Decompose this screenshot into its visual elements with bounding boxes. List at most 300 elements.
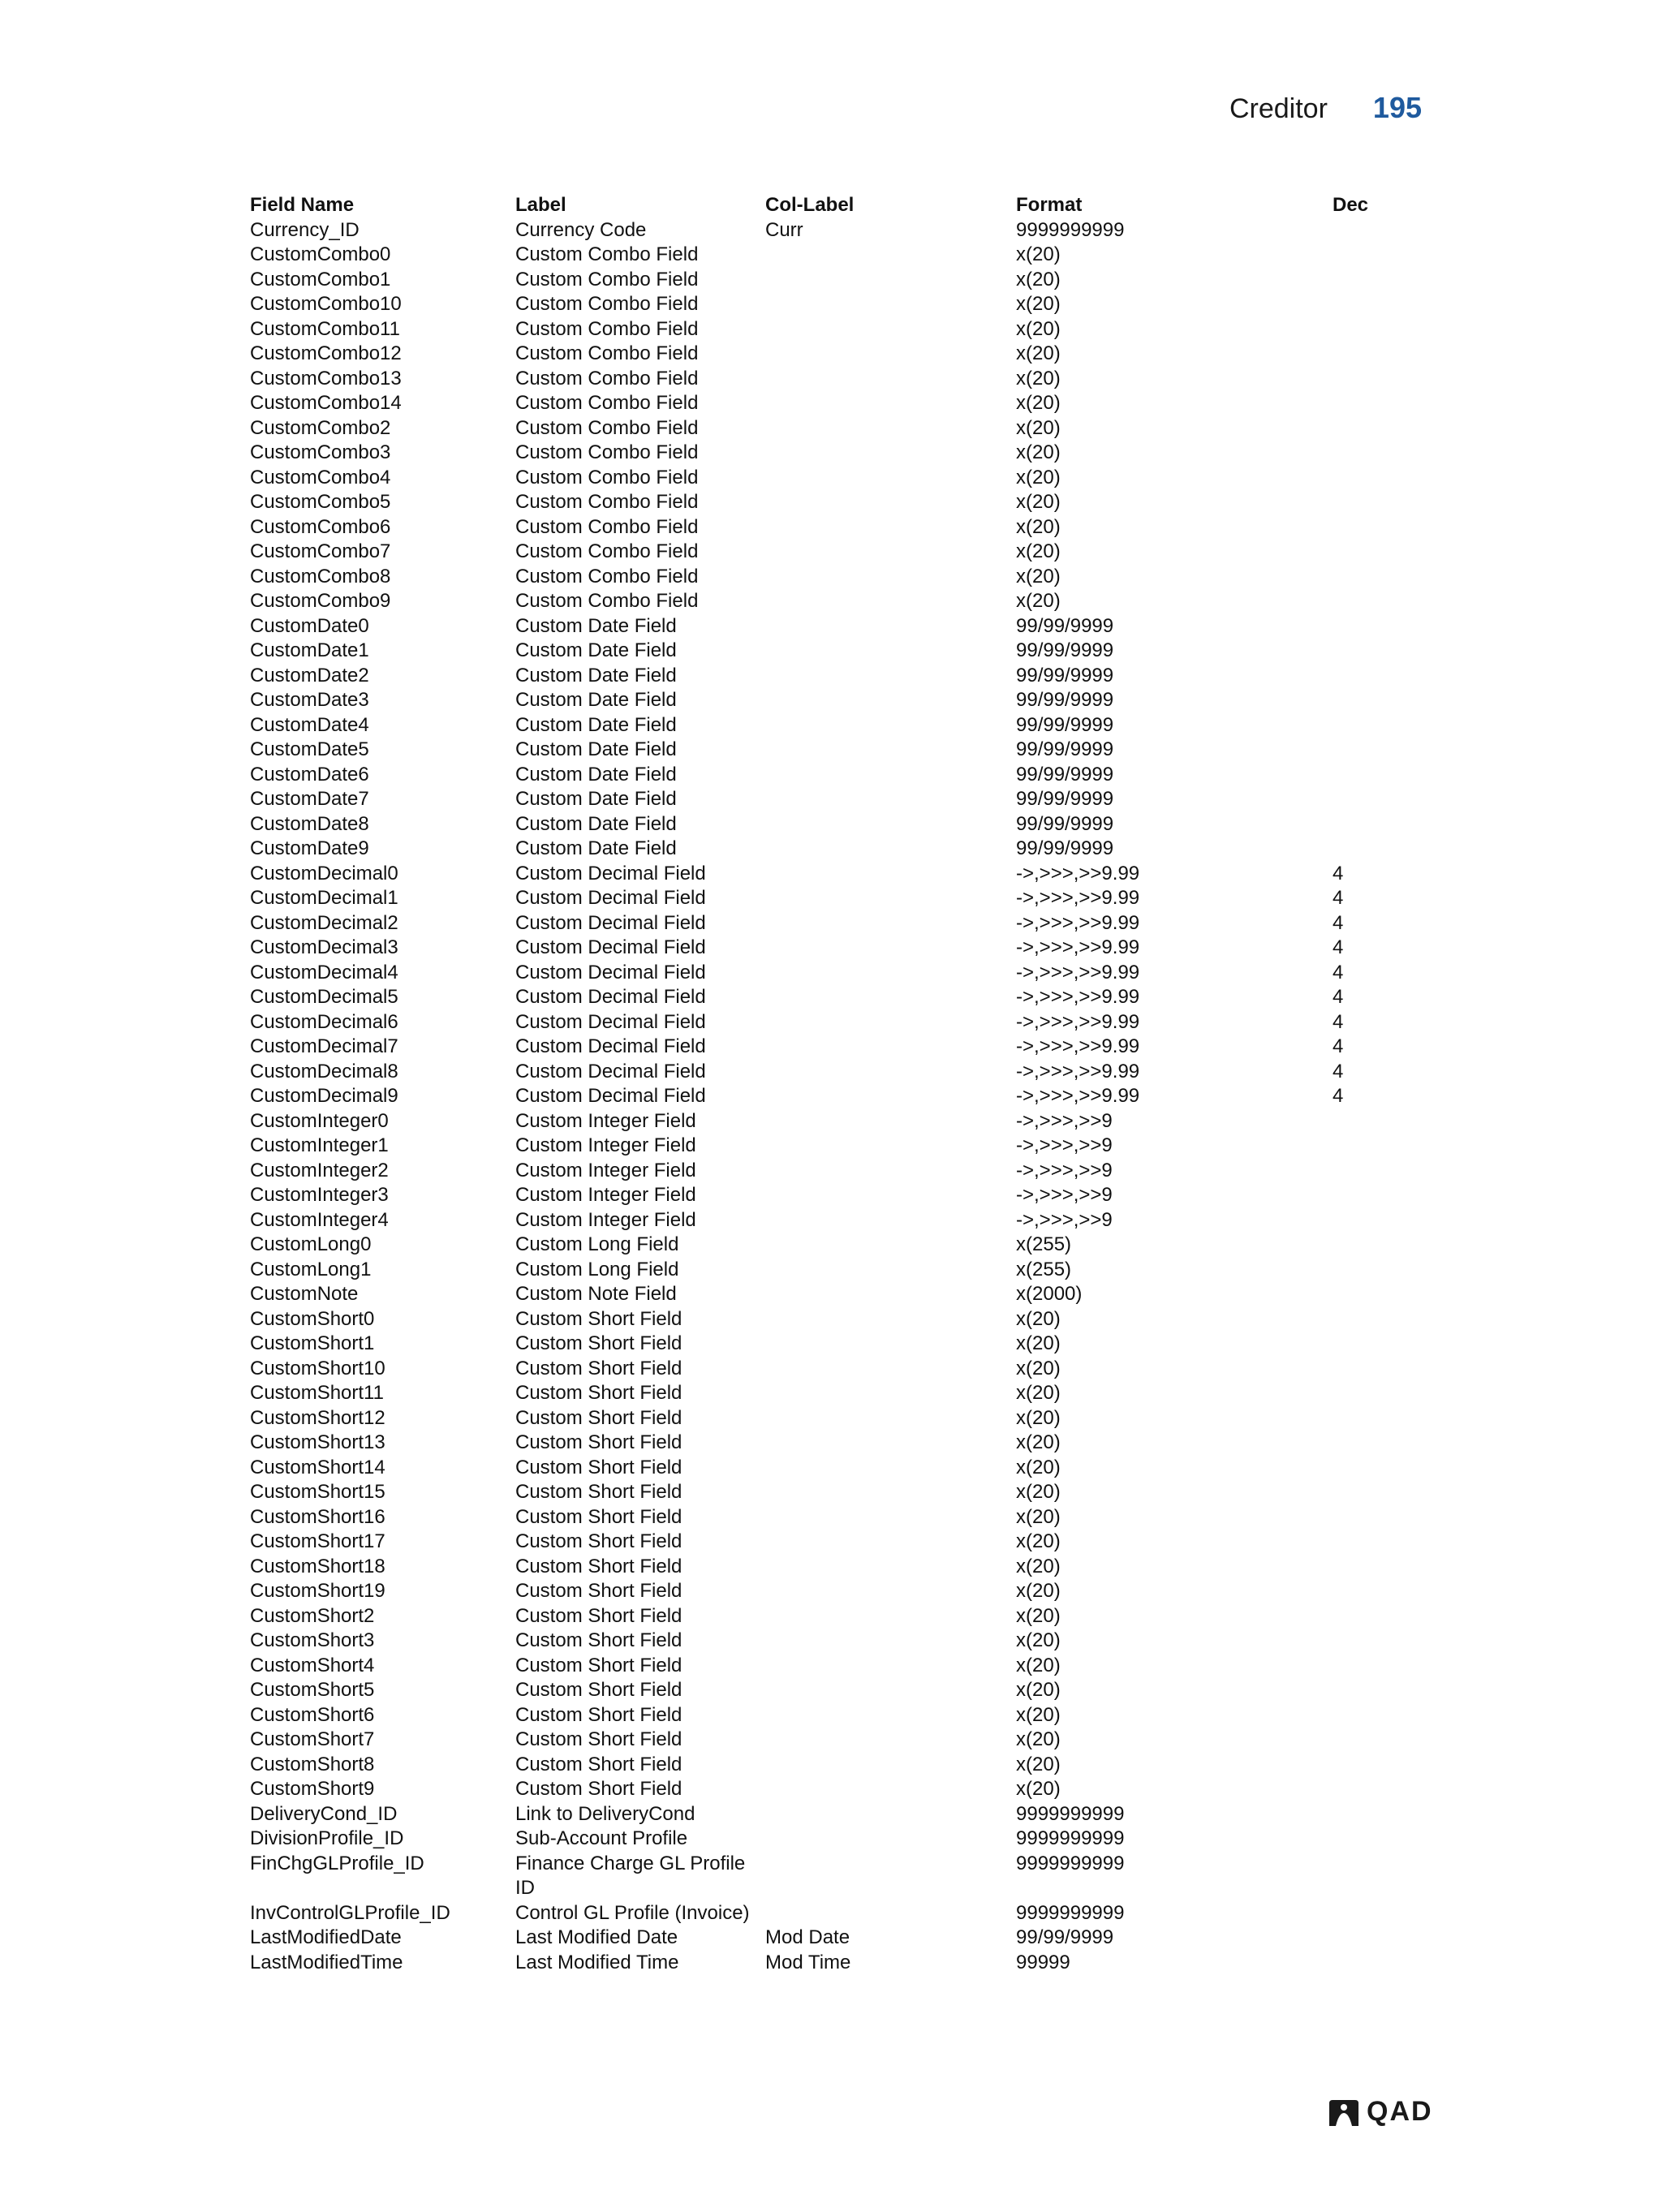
cell-format: x(20) bbox=[1016, 243, 1061, 265]
cell-field-name: CustomDecimal1 bbox=[250, 887, 398, 909]
qad-logo-text: QAD bbox=[1367, 2096, 1433, 2127]
cell-label: Custom Date Field bbox=[515, 812, 677, 835]
cell-col-label bbox=[765, 862, 1016, 887]
cell-format: ->,>>>,>>9.99 bbox=[1016, 1010, 1140, 1033]
cell-dec bbox=[1333, 391, 1427, 416]
table-row bbox=[250, 1456, 1427, 1481]
cell-dec bbox=[1333, 1208, 1427, 1233]
cell-label: Custom Short Field bbox=[515, 1431, 682, 1453]
cell-label: Custom Short Field bbox=[515, 1753, 682, 1775]
table-row bbox=[250, 1233, 1427, 1258]
cell-field-name: CustomShort6 bbox=[250, 1703, 375, 1726]
column-header-field-name: Field Name bbox=[250, 194, 355, 216]
table-row bbox=[250, 515, 1427, 540]
cell-format: x(20) bbox=[1016, 367, 1061, 389]
cell-col-label bbox=[765, 565, 1016, 590]
cell-col-label bbox=[765, 540, 1016, 565]
cell-col-label bbox=[765, 268, 1016, 293]
cell-dec bbox=[1333, 292, 1427, 317]
cell-dec bbox=[1333, 540, 1427, 565]
table-row bbox=[250, 416, 1427, 441]
cell-field-name: CustomCombo11 bbox=[250, 317, 400, 340]
cell-format: x(20) bbox=[1016, 1703, 1061, 1726]
table-row bbox=[250, 1010, 1427, 1035]
cell-col-label bbox=[765, 589, 1016, 614]
cell-dec bbox=[1333, 763, 1427, 788]
cell-dec bbox=[1333, 218, 1427, 243]
cell-col-label bbox=[765, 1159, 1016, 1184]
table-row bbox=[250, 391, 1427, 416]
cell-field-name: CustomDate3 bbox=[250, 689, 369, 711]
cell-dec: 4 bbox=[1333, 911, 1344, 934]
table-row bbox=[250, 1134, 1427, 1159]
cell-field-name: CustomDate2 bbox=[250, 664, 369, 686]
cell-field-name: CustomShort5 bbox=[250, 1679, 375, 1701]
cell-label: Custom Combo Field bbox=[515, 590, 699, 612]
cell-format: x(20) bbox=[1016, 491, 1061, 513]
cell-field-name: CustomShort18 bbox=[250, 1555, 385, 1577]
header-section-title: Creditor bbox=[1229, 93, 1328, 124]
cell-dec bbox=[1333, 1406, 1427, 1431]
table-body bbox=[250, 218, 1427, 1976]
cell-col-label bbox=[765, 1728, 1016, 1753]
cell-col-label bbox=[765, 1480, 1016, 1505]
cell-field-name: LastModifiedTime bbox=[250, 1951, 403, 1973]
cell-col-label bbox=[765, 1530, 1016, 1555]
cell-col-label: Mod Date bbox=[765, 1926, 850, 1948]
table-row bbox=[250, 540, 1427, 565]
cell-field-name: CustomCombo1 bbox=[250, 268, 391, 290]
cell-field-name: CustomShort3 bbox=[250, 1629, 375, 1651]
cell-field-name: CustomCombo10 bbox=[250, 293, 402, 315]
cell-format: ->,>>>,>>9 bbox=[1016, 1109, 1113, 1132]
table-row bbox=[250, 367, 1427, 392]
table-row bbox=[250, 812, 1427, 837]
cell-dec bbox=[1333, 1654, 1427, 1679]
table-row bbox=[250, 1109, 1427, 1134]
table-row bbox=[250, 1480, 1427, 1505]
table-row bbox=[250, 1282, 1427, 1307]
cell-dec bbox=[1333, 1703, 1427, 1728]
cell-field-name: CustomShort17 bbox=[250, 1530, 385, 1552]
cell-col-label: Curr bbox=[765, 218, 803, 241]
cell-col-label bbox=[765, 911, 1016, 936]
cell-format: ->,>>>,>>9.99 bbox=[1016, 862, 1140, 884]
cell-col-label bbox=[765, 1777, 1016, 1802]
cell-col-label bbox=[765, 1827, 1016, 1852]
cell-dec bbox=[1333, 1678, 1427, 1703]
table-row bbox=[250, 218, 1427, 243]
cell-field-name: CustomNote bbox=[250, 1283, 359, 1305]
table-row bbox=[250, 243, 1427, 268]
cell-field-name: CustomShort15 bbox=[250, 1481, 385, 1503]
table-row bbox=[250, 1654, 1427, 1679]
cell-field-name: Currency_ID bbox=[250, 218, 360, 241]
table-row bbox=[250, 1777, 1427, 1802]
cell-field-name: CustomCombo2 bbox=[250, 416, 391, 439]
cell-label: Custom Decimal Field bbox=[515, 961, 706, 983]
cell-label: Custom Combo Field bbox=[515, 491, 699, 513]
cell-label: Custom Date Field bbox=[515, 639, 677, 661]
cell-label: Custom Combo Field bbox=[515, 367, 699, 389]
cell-dec bbox=[1333, 713, 1427, 738]
cell-field-name: LastModifiedDate bbox=[250, 1926, 402, 1948]
cell-dec bbox=[1333, 1951, 1427, 1976]
cell-dec bbox=[1333, 1852, 1427, 1901]
cell-label: Custom Short Field bbox=[515, 1778, 682, 1800]
cell-label: Custom Short Field bbox=[515, 1406, 682, 1429]
table-header-row bbox=[250, 193, 1427, 218]
column-header-dec: Dec bbox=[1333, 194, 1369, 216]
cell-col-label bbox=[765, 441, 1016, 466]
cell-label: Custom Short Field bbox=[515, 1505, 682, 1528]
cell-field-name: CustomDate0 bbox=[250, 614, 369, 637]
cell-label: Custom Combo Field bbox=[515, 416, 699, 439]
cell-dec bbox=[1333, 268, 1427, 293]
cell-field-name: CustomShort0 bbox=[250, 1307, 375, 1330]
cell-dec bbox=[1333, 1134, 1427, 1159]
cell-format: ->,>>>,>>9.99 bbox=[1016, 1085, 1140, 1107]
cell-field-name: CustomDecimal4 bbox=[250, 961, 398, 983]
cell-dec: 4 bbox=[1333, 1085, 1344, 1107]
cell-format: x(20) bbox=[1016, 590, 1061, 612]
cell-dec bbox=[1333, 1307, 1427, 1332]
table-row bbox=[250, 1060, 1427, 1085]
cell-format: x(20) bbox=[1016, 1431, 1061, 1453]
cell-col-label bbox=[765, 1035, 1016, 1060]
cell-dec bbox=[1333, 1555, 1427, 1580]
cell-label: Custom Date Field bbox=[515, 738, 677, 760]
cell-col-label bbox=[765, 812, 1016, 837]
table-row bbox=[250, 1406, 1427, 1431]
cell-dec bbox=[1333, 490, 1427, 515]
cell-label: Custom Decimal Field bbox=[515, 887, 706, 909]
cell-format: 9999999999 bbox=[1016, 1901, 1125, 1924]
cell-col-label bbox=[765, 688, 1016, 713]
page-number: 195 bbox=[1372, 91, 1422, 124]
cell-format: x(20) bbox=[1016, 1505, 1061, 1528]
cell-col-label bbox=[765, 1654, 1016, 1679]
cell-format: 99/99/9999 bbox=[1016, 812, 1114, 835]
cell-field-name: CustomLong0 bbox=[250, 1233, 372, 1255]
cell-col-label bbox=[765, 1505, 1016, 1530]
cell-format: x(20) bbox=[1016, 540, 1061, 562]
cell-label: Last Modified Date bbox=[515, 1926, 678, 1948]
table-row bbox=[250, 614, 1427, 639]
cell-format: 99/99/9999 bbox=[1016, 763, 1114, 785]
cell-format: x(20) bbox=[1016, 1753, 1061, 1775]
cell-format: x(20) bbox=[1016, 1778, 1061, 1800]
cell-label: Custom Combo Field bbox=[515, 342, 699, 364]
cell-dec bbox=[1333, 515, 1427, 540]
cell-field-name: CustomShort2 bbox=[250, 1604, 375, 1627]
cell-format: x(255) bbox=[1016, 1258, 1072, 1280]
cell-field-name: CustomDate4 bbox=[250, 713, 369, 736]
cell-dec bbox=[1333, 1777, 1427, 1802]
table-row bbox=[250, 1951, 1427, 1976]
cell-col-label bbox=[765, 1357, 1016, 1382]
cell-dec: 4 bbox=[1333, 1060, 1344, 1082]
cell-dec bbox=[1333, 342, 1427, 367]
table-row bbox=[250, 837, 1427, 862]
cell-label: Custom Date Field bbox=[515, 689, 677, 711]
cell-field-name: CustomDecimal6 bbox=[250, 1010, 398, 1033]
cell-label: Currency Code bbox=[515, 218, 647, 241]
cell-field-name: CustomInteger0 bbox=[250, 1109, 389, 1132]
cell-field-name: CustomCombo8 bbox=[250, 565, 391, 587]
table-row bbox=[250, 1926, 1427, 1951]
cell-col-label bbox=[765, 466, 1016, 491]
cell-format: ->,>>>,>>9.99 bbox=[1016, 961, 1140, 983]
cell-field-name: CustomDate8 bbox=[250, 812, 369, 835]
cell-format: 99/99/9999 bbox=[1016, 664, 1114, 686]
cell-dec bbox=[1333, 1728, 1427, 1753]
cell-dec bbox=[1333, 1431, 1427, 1456]
cell-label: Custom Integer Field bbox=[515, 1134, 696, 1156]
cell-col-label bbox=[765, 367, 1016, 392]
cell-field-name: CustomShort4 bbox=[250, 1654, 375, 1676]
cell-col-label bbox=[765, 837, 1016, 862]
table-row bbox=[250, 985, 1427, 1010]
cell-dec bbox=[1333, 1332, 1427, 1357]
cell-dec bbox=[1333, 812, 1427, 837]
cell-col-label bbox=[765, 1456, 1016, 1481]
qad-logo bbox=[1328, 2096, 1433, 2128]
column-header-col-label: Col-Label bbox=[765, 194, 855, 216]
cell-dec bbox=[1333, 1926, 1427, 1951]
cell-dec: 4 bbox=[1333, 986, 1344, 1008]
cell-format: x(20) bbox=[1016, 1382, 1061, 1404]
cell-label: Custom Integer Field bbox=[515, 1208, 696, 1231]
cell-field-name: CustomShort19 bbox=[250, 1580, 385, 1602]
cell-label: Custom Date Field bbox=[515, 788, 677, 810]
cell-dec bbox=[1333, 1357, 1427, 1382]
cell-col-label bbox=[765, 1381, 1016, 1406]
cell-label: Custom Short Field bbox=[515, 1481, 682, 1503]
cell-dec bbox=[1333, 589, 1427, 614]
cell-field-name: CustomDate7 bbox=[250, 788, 369, 810]
cell-dec bbox=[1333, 1579, 1427, 1604]
cell-col-label bbox=[765, 1332, 1016, 1357]
cell-format: ->,>>>,>>9.99 bbox=[1016, 1035, 1140, 1057]
cell-field-name: CustomShort9 bbox=[250, 1778, 375, 1800]
cell-field-name: CustomDate9 bbox=[250, 837, 369, 859]
cell-format: 99/99/9999 bbox=[1016, 639, 1114, 661]
cell-col-label bbox=[765, 1629, 1016, 1654]
cell-dec bbox=[1333, 738, 1427, 763]
cell-dec: 4 bbox=[1333, 1010, 1344, 1033]
table-row bbox=[250, 1901, 1427, 1926]
cell-col-label bbox=[765, 317, 1016, 342]
cell-format: x(20) bbox=[1016, 466, 1061, 488]
table-row bbox=[250, 1604, 1427, 1629]
cell-dec: 4 bbox=[1333, 961, 1344, 983]
cell-col-label bbox=[765, 1233, 1016, 1258]
table-row bbox=[250, 1802, 1427, 1827]
field-table bbox=[250, 193, 1427, 1975]
cell-field-name: CustomDecimal0 bbox=[250, 862, 398, 884]
cell-format: x(20) bbox=[1016, 1728, 1061, 1750]
cell-label: Custom Long Field bbox=[515, 1233, 679, 1255]
cell-col-label bbox=[765, 1010, 1016, 1035]
cell-field-name: CustomDate1 bbox=[250, 639, 369, 661]
cell-col-label bbox=[765, 985, 1016, 1010]
cell-format: 9999999999 bbox=[1016, 1827, 1125, 1849]
cell-dec: 4 bbox=[1333, 1035, 1344, 1057]
table-row bbox=[250, 1035, 1427, 1060]
cell-dec bbox=[1333, 1629, 1427, 1654]
table-row bbox=[250, 1258, 1427, 1283]
cell-dec bbox=[1333, 1233, 1427, 1258]
cell-label: Custom Decimal Field bbox=[515, 986, 706, 1008]
cell-label: Custom Combo Field bbox=[515, 392, 699, 414]
cell-label: Custom Short Field bbox=[515, 1307, 682, 1330]
cell-label: Custom Short Field bbox=[515, 1555, 682, 1577]
cell-dec bbox=[1333, 1109, 1427, 1134]
cell-col-label bbox=[765, 1579, 1016, 1604]
cell-col-label bbox=[765, 1604, 1016, 1629]
table-row bbox=[250, 886, 1427, 911]
cell-label: Custom Combo Field bbox=[515, 268, 699, 290]
cell-dec: 4 bbox=[1333, 887, 1344, 909]
cell-field-name: CustomLong1 bbox=[250, 1258, 372, 1280]
table-row bbox=[250, 787, 1427, 812]
cell-field-name: CustomDecimal5 bbox=[250, 986, 398, 1008]
table-row bbox=[250, 688, 1427, 713]
cell-dec bbox=[1333, 441, 1427, 466]
cell-format: x(20) bbox=[1016, 1307, 1061, 1330]
cell-label: Custom Short Field bbox=[515, 1580, 682, 1602]
table-row bbox=[250, 317, 1427, 342]
cell-dec bbox=[1333, 614, 1427, 639]
cell-field-name: CustomInteger1 bbox=[250, 1134, 389, 1156]
cell-label: Custom Decimal Field bbox=[515, 1010, 706, 1033]
cell-label: Custom Integer Field bbox=[515, 1109, 696, 1132]
cell-field-name: CustomShort7 bbox=[250, 1728, 375, 1750]
cell-format: x(20) bbox=[1016, 1530, 1061, 1552]
cell-col-label bbox=[765, 886, 1016, 911]
cell-label: Custom Short Field bbox=[515, 1456, 682, 1478]
cell-col-label bbox=[765, 763, 1016, 788]
cell-format: x(20) bbox=[1016, 392, 1061, 414]
cell-label: Custom Short Field bbox=[515, 1332, 682, 1354]
cell-format: x(2000) bbox=[1016, 1283, 1083, 1305]
table-row bbox=[250, 1332, 1427, 1357]
cell-col-label bbox=[765, 1406, 1016, 1431]
cell-label: Custom Combo Field bbox=[515, 317, 699, 340]
cell-col-label bbox=[765, 243, 1016, 268]
cell-field-name: CustomDecimal3 bbox=[250, 936, 398, 958]
cell-col-label bbox=[765, 738, 1016, 763]
cell-label: Custom Short Field bbox=[515, 1604, 682, 1627]
table-row bbox=[250, 441, 1427, 466]
cell-dec bbox=[1333, 565, 1427, 590]
cell-label: Custom Date Field bbox=[515, 763, 677, 785]
cell-label: Custom Short Field bbox=[515, 1679, 682, 1701]
cell-format: x(20) bbox=[1016, 1629, 1061, 1651]
cell-field-name: InvControlGLProfile_ID bbox=[250, 1901, 450, 1924]
cell-format: 99/99/9999 bbox=[1016, 689, 1114, 711]
cell-label: Custom Combo Field bbox=[515, 515, 699, 538]
cell-col-label bbox=[765, 961, 1016, 986]
cell-dec bbox=[1333, 1604, 1427, 1629]
table-row bbox=[250, 292, 1427, 317]
table-row bbox=[250, 664, 1427, 689]
table-row bbox=[250, 1381, 1427, 1406]
cell-dec bbox=[1333, 1456, 1427, 1481]
cell-field-name: CustomInteger3 bbox=[250, 1184, 389, 1206]
cell-format: x(20) bbox=[1016, 1481, 1061, 1503]
cell-field-name: CustomDecimal9 bbox=[250, 1085, 398, 1107]
table-row bbox=[250, 1431, 1427, 1456]
cell-field-name: CustomCombo0 bbox=[250, 243, 391, 265]
cell-dec bbox=[1333, 416, 1427, 441]
table-row bbox=[250, 589, 1427, 614]
cell-format: x(20) bbox=[1016, 1332, 1061, 1354]
cell-dec bbox=[1333, 1183, 1427, 1208]
cell-col-label bbox=[765, 391, 1016, 416]
cell-field-name: CustomCombo4 bbox=[250, 466, 391, 488]
table-row bbox=[250, 1852, 1427, 1901]
cell-dec bbox=[1333, 367, 1427, 392]
cell-label: Control GL Profile (Invoice) bbox=[515, 1901, 750, 1924]
cell-dec: 4 bbox=[1333, 862, 1344, 884]
cell-label: Custom Decimal Field bbox=[515, 911, 706, 934]
cell-col-label bbox=[765, 490, 1016, 515]
cell-label: Custom Short Field bbox=[515, 1654, 682, 1676]
cell-format: ->,>>>,>>9.99 bbox=[1016, 986, 1140, 1008]
cell-field-name: CustomShort1 bbox=[250, 1332, 375, 1354]
cell-label: Custom Integer Field bbox=[515, 1159, 696, 1181]
cell-col-label bbox=[765, 1678, 1016, 1703]
qad-logo-icon bbox=[1328, 2098, 1360, 2126]
table-row bbox=[250, 961, 1427, 986]
cell-field-name: CustomDate6 bbox=[250, 763, 369, 785]
cell-field-name: CustomCombo3 bbox=[250, 441, 391, 463]
cell-label: Custom Short Field bbox=[515, 1629, 682, 1651]
cell-dec bbox=[1333, 1505, 1427, 1530]
cell-col-label bbox=[765, 614, 1016, 639]
cell-dec bbox=[1333, 1258, 1427, 1283]
cell-label: Finance Charge GL Profile ID bbox=[515, 1852, 746, 1899]
cell-format: ->,>>>,>>9.99 bbox=[1016, 1060, 1140, 1082]
cell-label: Custom Decimal Field bbox=[515, 1060, 706, 1082]
table-row bbox=[250, 1357, 1427, 1382]
cell-format: x(20) bbox=[1016, 268, 1061, 290]
cell-col-label: Mod Time bbox=[765, 1951, 851, 1973]
cell-label: Custom Note Field bbox=[515, 1283, 677, 1305]
cell-label: Link to DeliveryCond bbox=[515, 1802, 695, 1825]
cell-field-name: CustomCombo5 bbox=[250, 491, 391, 513]
cell-format: x(255) bbox=[1016, 1233, 1072, 1255]
cell-format: x(20) bbox=[1016, 416, 1061, 439]
cell-dec bbox=[1333, 1282, 1427, 1307]
cell-field-name: CustomDate5 bbox=[250, 738, 369, 760]
column-header-format: Format bbox=[1016, 194, 1083, 216]
cell-field-name: CustomShort8 bbox=[250, 1753, 375, 1775]
cell-col-label bbox=[765, 1852, 1016, 1901]
table-row bbox=[250, 1827, 1427, 1852]
cell-dec bbox=[1333, 639, 1427, 664]
cell-field-name: CustomInteger2 bbox=[250, 1159, 389, 1181]
cell-label: Custom Combo Field bbox=[515, 293, 699, 315]
cell-format: 9999999999 bbox=[1016, 218, 1125, 241]
cell-format: ->,>>>,>>9 bbox=[1016, 1159, 1113, 1181]
cell-field-name: CustomDecimal8 bbox=[250, 1060, 398, 1082]
cell-format: x(20) bbox=[1016, 1654, 1061, 1676]
table-row bbox=[250, 565, 1427, 590]
table-row bbox=[250, 1208, 1427, 1233]
